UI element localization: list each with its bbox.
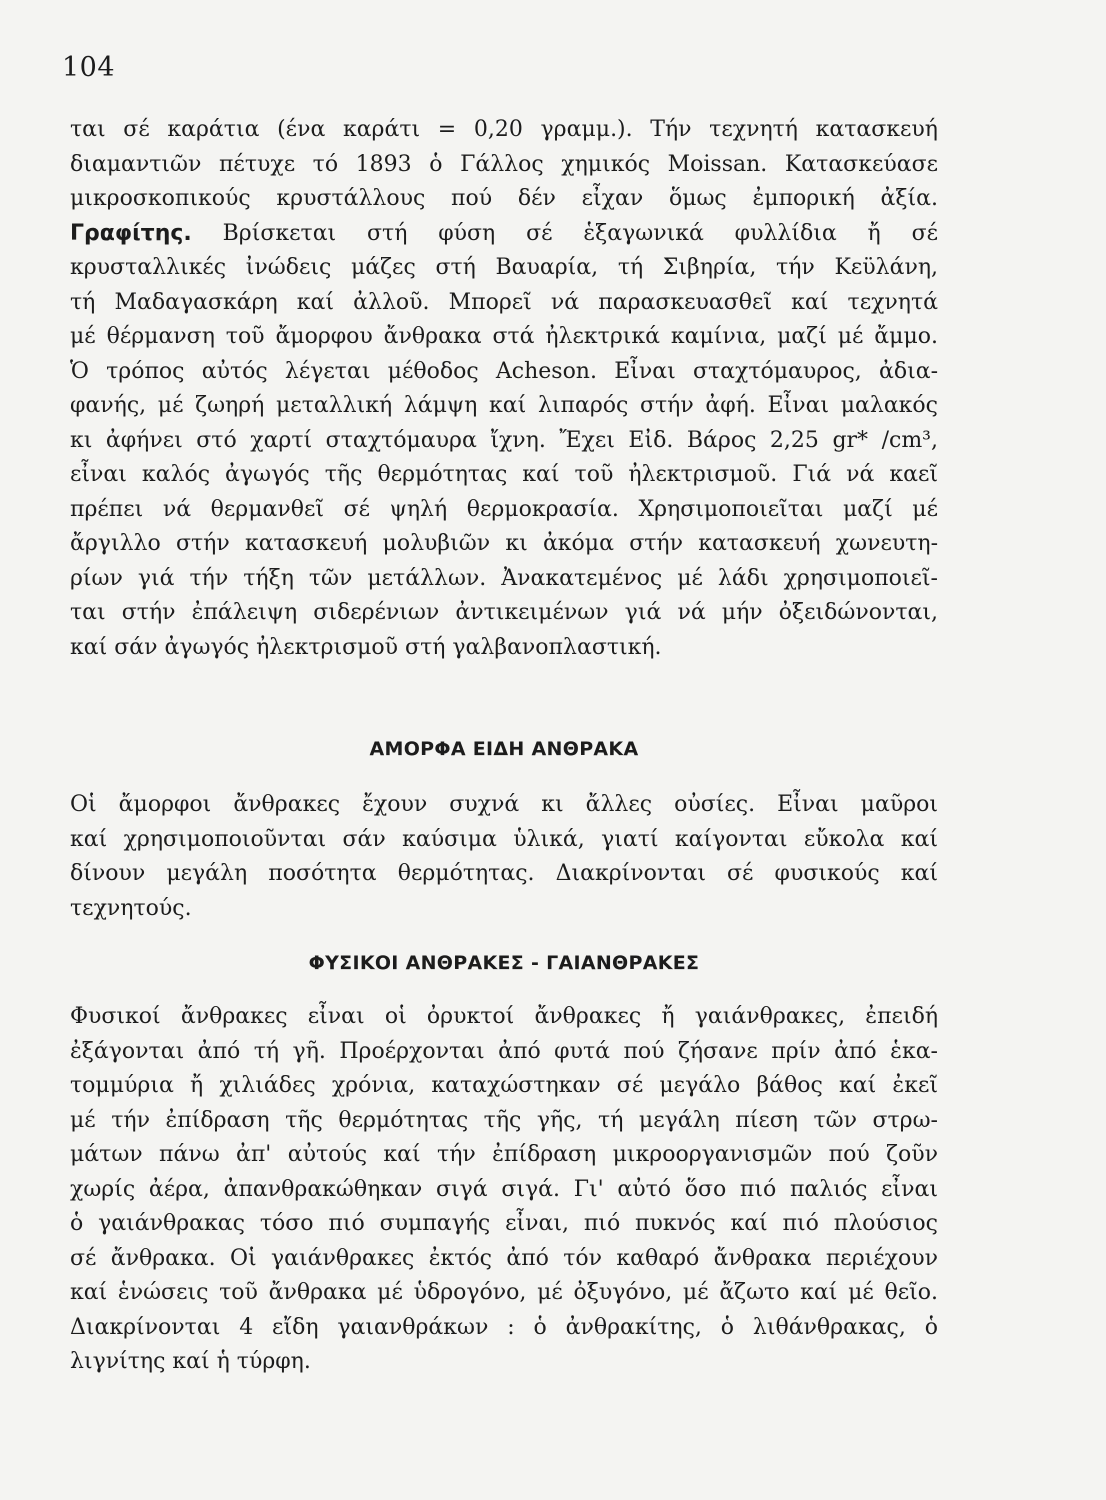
text-line: ἐξάγονται ἀπό τή γῆ. Προέρχονται ἀπό φυτά πού ζήσανε πρίν ἀπό ἑκα- bbox=[70, 1038, 938, 1064]
text-line: μέ θέρμανση τοῦ ἄμορφου ἄνθρακα στά ἠλεκτρικά καμίνια, μαζί μέ ἄμμο. bbox=[70, 324, 938, 349]
text-line: κρυσταλλικές ἰνώδεις μάζες στή Βαυαρία, τή Σιβηρία, τήν Κεϋλάνη, bbox=[70, 255, 938, 280]
text-line: ρίων γιά τήν τήξη τῶν μετάλλων. Ἀνακατεμένος μέ λάδι χρησιμοποιεῖ- bbox=[70, 565, 938, 591]
text-line: ἄργιλλο στήν κατασκευή μολυβιῶν κι ἀκόμα στήν κατασκευή χωνευτη- bbox=[70, 531, 938, 556]
text-line: Οἱ ἄμορφοι ἄνθρακες ἔχουν συχνά κι ἄλλες οὐσίες. Εἶναι μαῦροι bbox=[70, 792, 938, 817]
page-number: 104 bbox=[62, 52, 116, 83]
text-line: καί σάν ἀγωγός ἠλεκτρισμοῦ στή γαλβανοπλαστική. bbox=[70, 634, 662, 660]
text-line: μέ τήν ἐπίδραση τῆς θερμότητας τῆς γῆς, τή μεγάλη πίεση τῶν στρω- bbox=[70, 1107, 938, 1133]
paragraph-natural-coal bbox=[70, 1000, 938, 1380]
text-line: τεχνητούς. bbox=[70, 895, 192, 921]
text-line: ὁ γαιάνθρακας τόσο πιό συμπαγής εἶναι, πιό πυκνός καί πιό πλούσιος bbox=[70, 1211, 938, 1236]
text-line-graphite-body: Βρίσκεται στή φύση σέ ἑξαγωνικά φυλλίδια ἤ σέ bbox=[222, 220, 938, 246]
text-line: λιγνίτης καί ἡ τύρφη. bbox=[70, 1349, 311, 1374]
paragraph-amorphous-carbon bbox=[70, 788, 938, 926]
text-line: τή Μαδαγασκάρη καί ἀλλοῦ. Μπορεῖ νά παρασκευασθεῖ καί τεχνητά bbox=[70, 289, 938, 315]
text-line: χωρίς ἀέρα, ἀπανθρακώθηκαν σιγά σιγά. Γι' αὐτό ὅσο πιό παλιός εἶναι bbox=[70, 1176, 938, 1202]
text-line: καί χρησιμοποιοῦνται σάν καύσιμα ὑλικά, γιατί καίγονται εὔκολα καί bbox=[70, 826, 938, 852]
text-line: διαμαντιῶν πέτυχε τό 1893 ὁ Γάλλος χημικός Moissan. Κατασκεύασε bbox=[70, 151, 938, 177]
text-line: δίνουν μεγάλη ποσότητα θερμότητας. Διακρίνονται σέ φυσικούς καί bbox=[70, 861, 938, 886]
text-line: φανής, μέ ζωηρή μεταλλική λάμψη καί λιπαρός στήν ἀφή. Εἶναι μαλακός bbox=[70, 393, 938, 418]
text-line: Ὁ τρόπος αὐτός λέγεται μέθοδος Acheson. Εἶναι σταχτόμαυρος, ἀδια- bbox=[70, 358, 938, 384]
text-line: Διακρίνονται 4 εἴδη γαιανθράκων : ὁ ἀνθρακίτης, ὁ λιθάνθρακας, ὁ bbox=[70, 1314, 938, 1340]
text-line: ται στήν ἐπάλειψη σιδερένιων ἀντικειμένων γιά νά μήν ὀξειδώνονται, bbox=[70, 600, 938, 625]
text-line-graphite bbox=[70, 217, 938, 252]
term-graphite: Γραφίτης. bbox=[70, 220, 192, 246]
section-heading-amorphous-carbon: ΑΜΟΡΦΑ ΕΙΔΗ ΑΝΘΡΑΚΑ bbox=[369, 738, 639, 760]
text-line: εἶναι καλός ἀγωγός τῆς θερμότητας καί τοῦ ἠλεκτρισμοῦ. Γιά νά καεῖ bbox=[70, 462, 938, 487]
text-line: σέ ἄνθρακα. Οἱ γαιάνθρακες ἐκτός ἀπό τόν καθαρό ἄνθρακα περιέχουν bbox=[70, 1245, 938, 1271]
text-line: Φυσικοί ἄνθρακες εἶναι οἱ ὀρυκτοί ἄνθρακες ἤ γαιάνθρακες, ἐπειδή bbox=[70, 1004, 938, 1029]
text-line: μάτων πάνω ἀπ' αὐτούς καί τήν ἐπίδραση μικροοργανισμῶν πού ζοῦν bbox=[70, 1142, 938, 1167]
text-line: καί ἑνώσεις τοῦ ἄνθρακα μέ ὑδρογόνο, μέ ὀξυγόνο, μέ ἄζωτο καί μέ θεῖο. bbox=[70, 1280, 938, 1305]
section-heading-natural-coal: ΦΥΣΙΚΟΙ ΑΝΘΡΑΚΕΣ - ΓΑΙΑΝΘΡΑΚΕΣ bbox=[308, 952, 700, 974]
text-line: μικροσκοπικούς κρυστάλλους πού δέν εἶχαν ὅμως ἐμπορική ἀξία. bbox=[70, 186, 938, 211]
text-line: κι ἀφήνει στό χαρτί σταχτόμαυρα ἴχνη. Ἔχει Εἰδ. Βάρος 2,25 gr* /cm³, bbox=[70, 427, 938, 453]
text-line: πρέπει νά θερμανθεῖ σέ ψηλή θερμοκρασία. Χρησιμοποιεῖται μαζί μέ bbox=[70, 496, 938, 522]
paragraph-diamond-graphite bbox=[70, 113, 938, 665]
text-line: ται σέ καράτια (ένα καράτι = 0,20 γραμμ.). Τήν τεχνητή κατασκευή bbox=[70, 117, 938, 142]
text-line: τομμύρια ἤ χιλιάδες χρόνια, καταχώστηκαν σέ μεγάλο βάθος καί ἐκεῖ bbox=[70, 1073, 938, 1098]
